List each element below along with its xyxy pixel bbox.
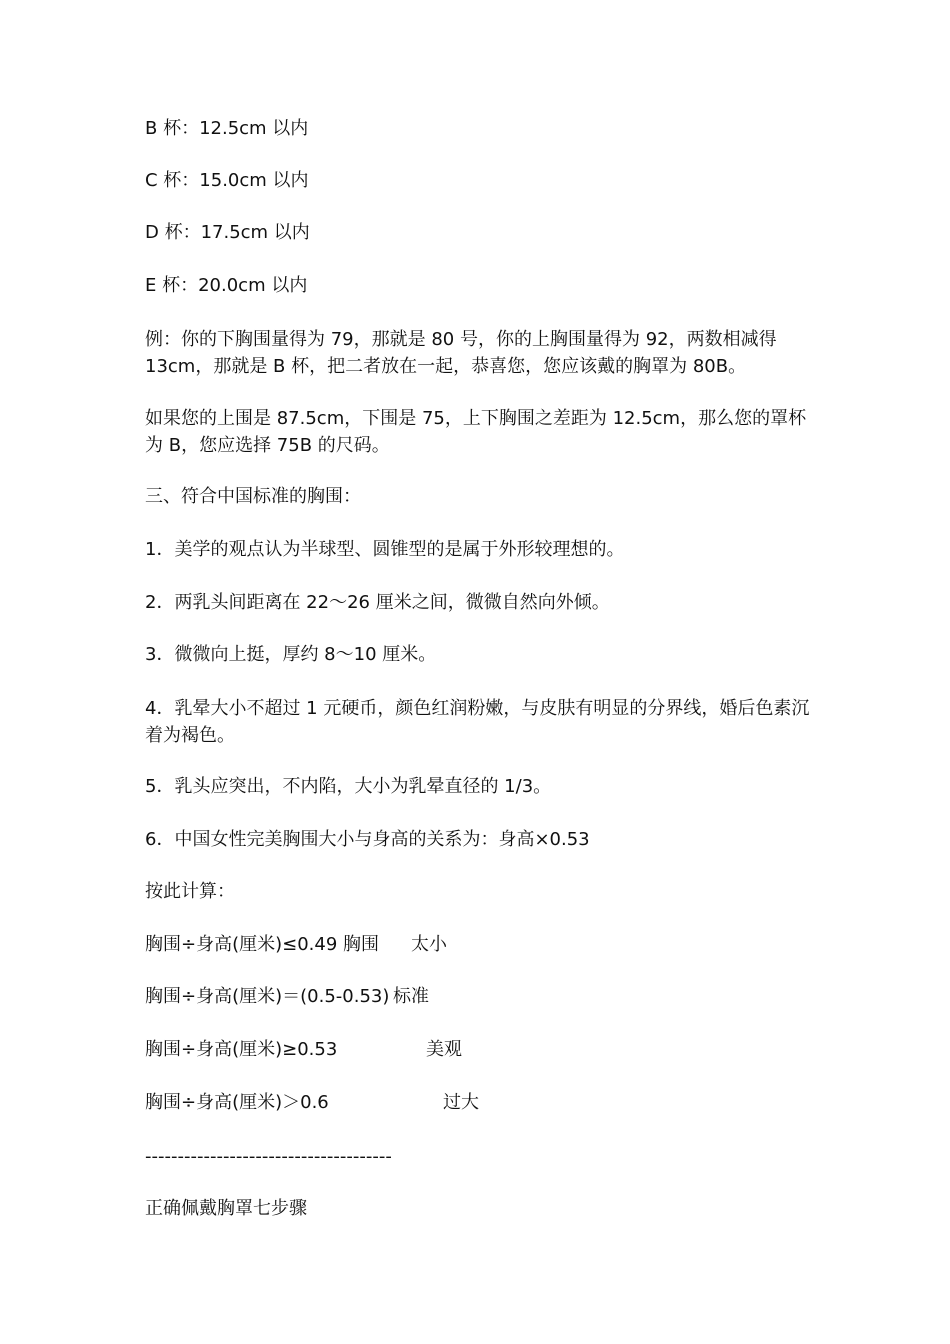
- calc-formula: 胸围÷身高(厘米)≥0.53: [145, 1039, 338, 1060]
- list-item: 3．微微向上挺，厚约 8～10 厘米。: [145, 644, 437, 665]
- calc-result: 太小: [411, 934, 447, 955]
- calc-formula: 胸围÷身高(厘米)≤0.49 胸围: [145, 934, 380, 955]
- list-item: 1．美学的观点认为半球型、圆锥型的是属于外形较理想的。: [145, 539, 625, 560]
- example-paragraph-1: 例：你的下胸围量得为 79，那就是 80 号，你的上胸围量得为 92，两数相减得 13cm，那就是 B 杯，把二者放在一起，恭喜您，您应该戴的胸罩为 80B。: [145, 329, 777, 377]
- calc-title: 按此计算：: [145, 881, 235, 902]
- closing-title: 正确佩戴胸罩七步骤: [145, 1198, 307, 1219]
- section-title: 三、符合中国标准的胸围：: [145, 486, 361, 507]
- calc-result: 美观: [426, 1039, 462, 1060]
- list-item: 4．乳晕大小不超过 1 元硬币，颜色红润粉嫩，与皮肤有明显的分界线，婚后色素沉着为褐色。: [145, 698, 810, 746]
- cup-size-e: E 杯：20.0cm 以内: [145, 275, 308, 296]
- cup-size-d: D 杯：17.5cm 以内: [145, 222, 310, 243]
- list-item: 6．中国女性完美胸围大小与身高的关系为：身高×0.53: [145, 829, 590, 850]
- example-paragraph-2: 如果您的上围是 87.5cm，下围是 75，上下胸围之差距为 12.5cm，那么您的罩杯为 B，您应选择 75B 的尺码。: [145, 408, 807, 456]
- calc-result: 标准: [393, 986, 429, 1007]
- divider: --------------------------------------: [145, 1146, 392, 1167]
- list-item: 2．两乳头间距离在 22～26 厘米之间，微微自然向外倾。: [145, 592, 610, 613]
- calc-result: 过大: [443, 1092, 479, 1113]
- cup-size-b: B 杯：12.5cm 以内: [145, 118, 309, 139]
- cup-size-c: C 杯：15.0cm 以内: [145, 170, 309, 191]
- list-item: 5．乳头应突出，不内陷，大小为乳晕直径的 1/3。: [145, 776, 552, 797]
- calc-formula: 胸围÷身高(厘米)＝(0.5-0.53): [145, 986, 390, 1007]
- calc-formula: 胸围÷身高(厘米)＞0.6: [145, 1092, 329, 1113]
